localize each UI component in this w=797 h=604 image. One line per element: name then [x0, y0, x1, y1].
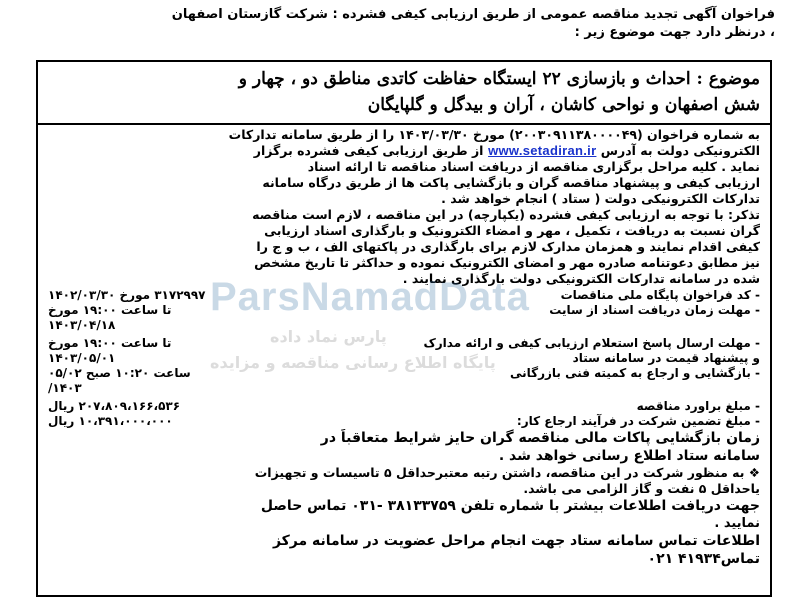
- detail-value: ۳۱۷۲۹۹۷ مورخ ۱۴۰۲/۰۳/۳۰: [48, 288, 206, 302]
- watermark-logo-text: ParsNamadData: [210, 275, 530, 319]
- detail-value: تا ساعت ۱۹:۰۰ مورخ: [48, 303, 172, 317]
- body-line: نماید . کلیه مراحل برگزاری مناقصه از دریافت اسناد مناقصه تا ارائه اسناد: [307, 159, 760, 174]
- detail-value: تا ساعت ۱۹:۰۰ مورخ: [48, 336, 172, 350]
- detail-row: [48, 318, 760, 333]
- subject-line-2: شش اصفهان و نواحی کاشان ، آران و بیدگل و گلپایگان: [367, 95, 760, 115]
- detail-value: ۱۰،۳۹۱،۰۰۰،۰۰۰ ریال: [48, 414, 173, 428]
- detail-value: ۱۴۰۳/۰۴/۱۸: [48, 318, 116, 332]
- detail-row: [48, 303, 760, 318]
- footer-line: اطلاعات تماس سامانه ستاد جهت انجام مراحل عضویت در سامانه مرکز: [272, 533, 760, 549]
- notice-body: [38, 125, 770, 595]
- footer-line: سامانه ستاد اطلاع رسانی خواهد شد .: [498, 448, 760, 464]
- subject-box: [38, 62, 770, 125]
- footer-line: نمایید .: [714, 516, 760, 531]
- detail-label: - مهلت ارسال پاسخ استعلام ارزیابی کیفی و ارائه مدارک: [423, 336, 760, 350]
- detail-label: - مهلت زمان دریافت اسناد از سایت: [549, 303, 760, 317]
- detail-value: ۲۰۷،۸۰۹،۱۶۶،۵۳۶ ریال: [48, 399, 181, 413]
- note-line: شده در سامانه تدارکات الکترونیکی دولت بارگذاری نمایند .: [402, 271, 760, 286]
- footer-line: یاحداقل ۵ نفت و گاز الزامی می باشد.: [523, 481, 760, 496]
- footer-line: جهت دریافت اطلاعات بیشتر با شماره تلفن ۳۸۱۳۳۷۵۹ -۰۳۱ تماس حاصل: [260, 498, 760, 514]
- detail-row: [48, 399, 760, 414]
- footer-line: ❖ به منظور شرکت در این مناقصه، داشتن رتبه معتبرحداقل ۵ تاسیسات و تجهیزات: [254, 465, 760, 480]
- notice-header-line-1: فراخوان آگهی تجدید مناقصه عمومی از طریق ارزیابی کیفی فشرده : شرکت گازستان اصفهان: [171, 7, 775, 22]
- notice-header-line-2: ، درنظر دارد جهت موضوع زیر :: [574, 25, 775, 40]
- detail-label: - بازگشایی و ارجاع به کمیته فنی بازرگانی: [509, 366, 760, 380]
- detail-label: - مبلغ تضمین شرکت در فرآیند ارجاع کار:: [516, 414, 760, 428]
- note-line: نیز مطابق دعوتنامه صادره مهر و امضای الکترونیک نموده و حداکثر تا تاریخ مشخص: [254, 255, 760, 270]
- detail-row: [48, 351, 760, 366]
- watermark-line-1: پارس نماد داده: [270, 327, 387, 346]
- setadiran-link[interactable]: www.setadiran.ir: [488, 143, 597, 158]
- footer-line: تماس۴۱۹۳۴ ۰۲۱: [647, 551, 760, 567]
- detail-value: ۱۴۰۳/۰۵/۰۱: [48, 351, 116, 365]
- detail-value: ساعت ۱۰:۲۰ صبح ۰۵/۰۲: [48, 366, 191, 380]
- notice-frame: [36, 60, 772, 597]
- watermark-line-2: پایگاه اطلاع رسانی مناقصه و مزایده: [210, 353, 496, 372]
- detail-row: [48, 366, 760, 381]
- body-line: ارزیابی کیفی و پیشنهاد مناقصه گران و بازگشایی پاکت ها از طریق درگاه سامانه: [262, 175, 760, 190]
- detail-label: - کد فراخوان پایگاه ملی مناقصات: [560, 288, 760, 302]
- detail-label: - مبلغ براورد مناقصه: [636, 399, 760, 413]
- detail-label: و پیشنهاد قیمت در سامانه ستاد: [572, 351, 760, 365]
- body-text: از طریق ارزیابی کیفی فشرده برگزار: [253, 143, 484, 158]
- note-line: تذکر: با توجه به ارزیابی کیفی فشرده (یکپارچه) در این مناقصه ، لازم است مناقصه: [252, 207, 760, 222]
- body-line: تدارکات الکترونیکی دولت ( ستاد ) انجام خواهد شد .: [441, 191, 760, 206]
- body-line-with-link: [48, 143, 760, 159]
- detail-row: [48, 288, 760, 303]
- body-text: الکترونیکی دولت به آدرس: [600, 143, 760, 158]
- details-list: [48, 288, 760, 429]
- detail-row: [48, 336, 760, 351]
- detail-row: [48, 414, 760, 429]
- detail-value: ۱۴۰۳/: [48, 381, 82, 395]
- subject-line-1: موضوع : احداث و بازسازی ۲۲ ایستگاه حفاظت کاتدی مناطق دو ، چهار و: [238, 69, 760, 89]
- body-line: به شماره فراخوان (۲۰۰۳۰۹۱۱۳۸۰۰۰۰۴۹) مورخ ۱۴۰۳/۰۳/۳۰ را از طریق سامانه تدارکات: [228, 127, 760, 142]
- detail-row: [48, 381, 760, 396]
- note-line: گران نسبت به دریافت ، تکمیل ، مهر و امضاء الکترونیک و بارگذاری اسناد ارزیابی: [264, 223, 760, 238]
- note-line: کیفی اقدام نمایند و همزمان مدارک لازم برای بارگذاری در پاکتهای الف ، ب و ج را: [256, 239, 760, 254]
- footer-line: زمان بازگشایی پاکات مالی مناقصه گران حایز شرایط متعاقباً در: [320, 430, 760, 446]
